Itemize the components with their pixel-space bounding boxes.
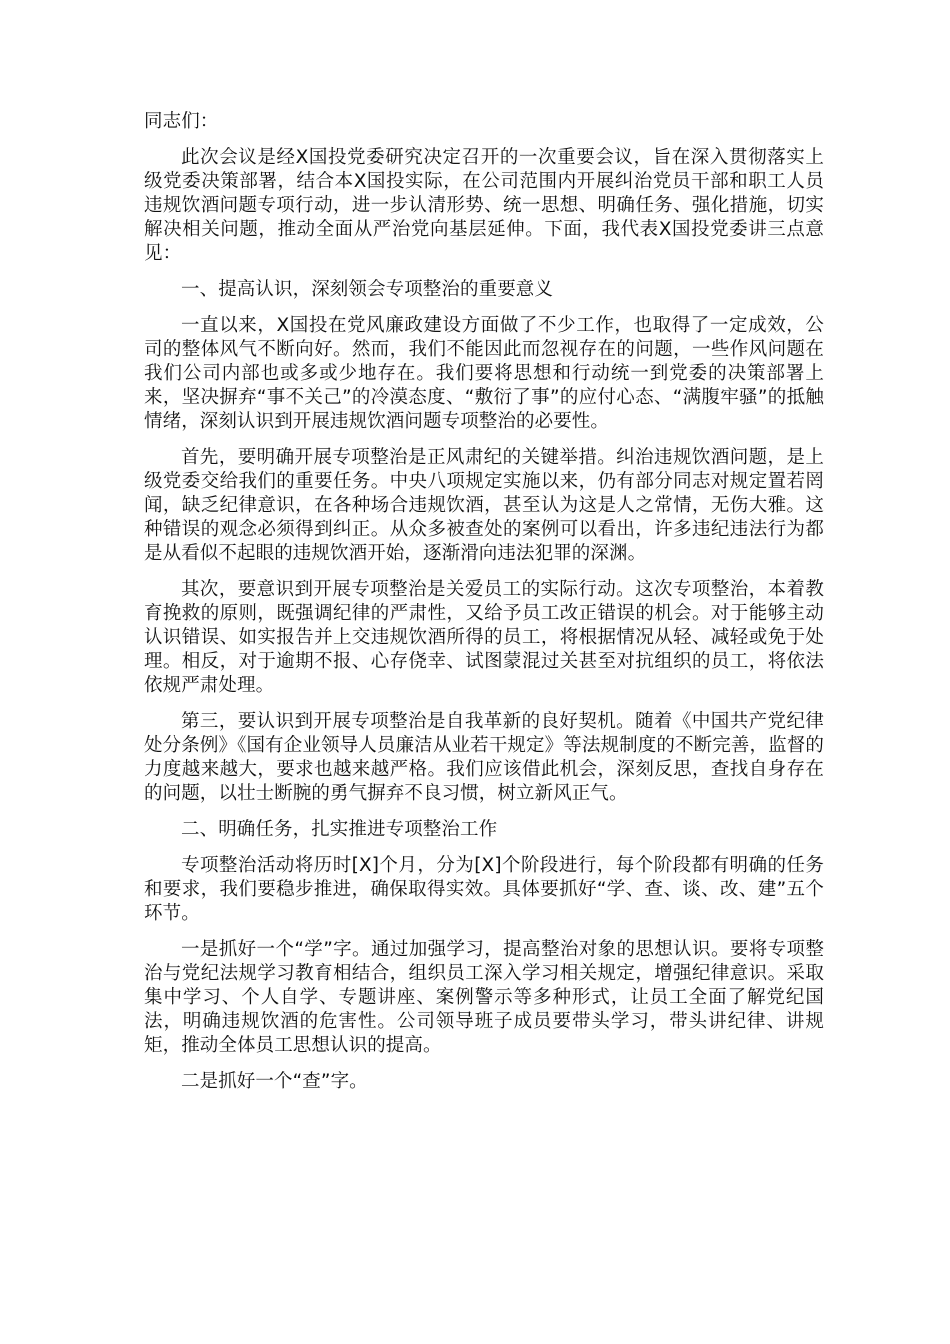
intro-paragraph: 此次会议是经X国投党委研究决定召开的一次重要会议，旨在深入贯彻落实上级党委决策部署，结合本X国投实际，在公司范围内开展纠治党员干部和职工人员违规饮酒问题专项行动，进一步认清形势、统一思想、明确任务、强化措施，切实解决相关问题，推动全面从严治党向基层延伸。下面，我代表X国投党委讲三点意见：	[144, 147, 824, 264]
document-body	[144, 110, 824, 1106]
paragraph: 首先，要明确开展专项整治是正风肃纪的关键举措。纠治违规饮酒问题，是上级党委交给我们的重要任务。中央八项规定实施以来，仍有部分同志对规定置若罔闻，缺乏纪律意识，在各种场合违规饮酒，甚至认为这是人之常情，无伤大雅。这种错误的观念必须得到纠正。从众多被查处的案例可以看出，许多违纪违法行为都是从看似不起眼的违规饮酒开始，逐渐滑向违法犯罪的深渊。	[144, 447, 824, 564]
salutation: 同志们：	[144, 111, 219, 132]
paragraph: 其次，要意识到开展专项整治是关爱员工的实际行动。这次专项整治，本着教育挽救的原则，既强调纪律的严肃性，又给予员工改正错误的机会。对于能够主动认识错误、如实报告并上交违规饮酒所得的员工，将根据情况从轻、减轻或免于处理。相反，对于逾期不报、心存侥幸、试图蒙混过关甚至对抗组织的员工，将依法依规严肃处理。	[144, 579, 824, 696]
section-heading-2: 二、明确任务，扎实推进专项整治工作	[181, 819, 498, 840]
paragraph: 专项整治活动将历时[X]个月，分为[X]个阶段进行，每个阶段都有明确的任务和要求，我们要稳步推进，确保取得实效。具体要抓好“学、查、谈、改、建”五个环节。	[144, 855, 824, 924]
paragraph: 第三，要认识到开展专项整治是自我革新的良好契机。随着《中国共产党纪律处分条例》《国有企业领导人员廉洁从业若干规定》等法规制度的不断完善，监督的力度越来越大，要求也越来越严格。我们应该借此机会，深刻反思，查找自身存在的问题，以壮士断腕的勇气摒弃不良习惯，树立新风正气。	[144, 711, 824, 804]
section-heading-1: 一、提高认识，深刻领会专项整治的重要意义	[181, 279, 554, 300]
paragraph: 二是抓好一个“查”字。	[181, 1071, 368, 1092]
paragraph: 一是抓好一个“学”字。通过加强学习，提高整治对象的思想认识。要将专项整治与党纪法规学习教育相结合，组织员工深入学习相关规定，增强纪律意识。采取集中学习、个人自学、专题讲座、案例警示等多种形式，让员工全面了解党纪国法，明确违规饮酒的危害性。公司领导班子成员要带头学习，带头讲纪律、讲规矩，推动全体员工思想认识的提高。	[144, 939, 824, 1056]
paragraph: 一直以来，X国投在党风廉政建设方面做了不少工作，也取得了一定成效，公司的整体风气不断向好。然而，我们不能因此而忽视存在的问题，一些作风问题在我们公司内部也或多或少地存在。我们要将思想和行动统一到党委的决策部署上来，坚决摒弃“事不关己”的冷漠态度、“敷衍了事”的应付心态、“满腹牢骚”的抵触情绪，深刻认识到开展违规饮酒问题专项整治的必要性。	[144, 315, 824, 432]
